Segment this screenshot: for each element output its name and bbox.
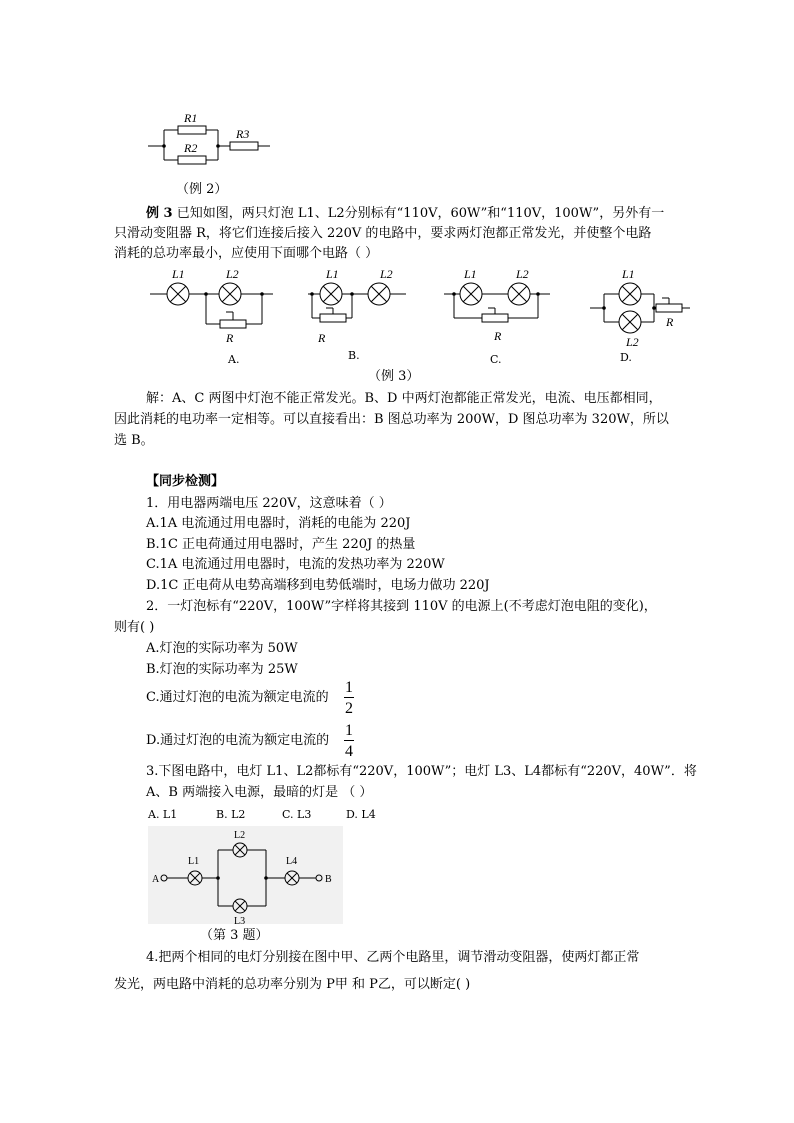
- q3-l3-label: L3: [234, 916, 246, 927]
- q2-option-a: A.灯泡的实际功率为 50W: [146, 641, 298, 656]
- example3-line1: 例 3 已知如图，两只灯泡 L1、L2分别标有“110V，60W”和“110V，100W”，另外有一: [146, 206, 665, 221]
- q2-stem-line2: 则有( ): [114, 620, 155, 635]
- example3-line2: 只滑动变阻器 R，将它们连接后接入 220V 的电路中，要求两灯泡都正常发光，并使整个电路: [114, 226, 652, 241]
- example2-caption: （例 2）: [176, 182, 228, 197]
- example3-caption: （例 3）: [368, 369, 420, 384]
- c-r-label: R: [494, 329, 502, 343]
- q2-d-frac-den: 4: [345, 743, 353, 760]
- q3-circuit: [148, 826, 348, 926]
- example3-line3: 消耗的总功率最小，应使用下面哪个电路（ ）: [114, 246, 379, 261]
- q3-l4-label: L4: [286, 856, 298, 867]
- q1-stem: 1．用电器两端电压 220V，这意味着（ ）: [146, 496, 392, 511]
- q2-c-frac-line: [344, 697, 354, 698]
- q3-caption: （第 3 题）: [200, 928, 269, 943]
- b-r-label: R: [318, 331, 326, 345]
- q1-option-d: D.1C 正电荷从电势高端移到电势低端时，电场力做功 220J: [146, 578, 490, 593]
- option-c-label: C.: [490, 353, 502, 366]
- q2-option-c: C.通过灯泡的电流为额定电流的: [146, 690, 329, 705]
- a-l1-label: L1: [172, 267, 185, 281]
- c-l1-label: L1: [464, 267, 477, 281]
- solution-line1: 解：A、C 两图中灯泡不能正常发光。B、D 中两灯泡都能正常发光，电流、电压都相同，: [146, 391, 662, 406]
- circuit-d: [586, 264, 696, 354]
- q2-c-frac-num: 1: [345, 679, 353, 696]
- circuit-a: [148, 264, 278, 344]
- c-l2-label: L2: [516, 267, 529, 281]
- q2-stem-line1: 2．一灯泡标有“220V，100W”字样将其接到 110V 的电源上(不考虑灯泡电阻的变化)，: [146, 599, 657, 614]
- d-l2-label: L2: [626, 335, 639, 349]
- section-title: 【同步检测】: [146, 474, 225, 489]
- example2-circuit: [140, 108, 280, 168]
- q1-option-b: B.1C 正电荷通过用电器时，产生 220J 的热量: [146, 537, 416, 552]
- example3-label: 例 3: [146, 206, 173, 221]
- q3-stem-line2: A、B 两端接入电源，最暗的灯是 （ ）: [146, 785, 373, 800]
- b-l2-label: L2: [380, 267, 393, 281]
- q2-option-d: D.通过灯泡的电流为额定电流的: [146, 733, 330, 748]
- q1-option-c: C.1A 电流通过用电器时，电流的发热功率为 220W: [146, 557, 445, 572]
- q1-option-a: A.1A 电流通过用电器时，消耗的电能为 220J: [146, 516, 411, 531]
- d-r-label: R: [666, 315, 674, 329]
- option-d-label: D.: [620, 351, 632, 364]
- q3-option-d: D. L4: [346, 808, 376, 821]
- solution-line3: 选 B。: [114, 433, 154, 448]
- q3-options: [148, 807, 376, 823]
- solution-line2: 因此消耗的电功率一定相等。可以直接看出：B 图总功率为 200W，D 图总功率为 320W，所以: [114, 412, 669, 427]
- q3-option-a: A. L1: [148, 808, 178, 821]
- q2-c-frac-den: 2: [345, 700, 353, 717]
- q3-option-b: B. L2: [216, 808, 246, 821]
- q3-stem-line1: 3.下图电路中，电灯 L1、L2都标有“220V，100W”；电灯 L3、L4都标有“220V，40W”．将: [146, 764, 697, 779]
- circuit-c: [440, 264, 555, 344]
- q2-option-b: B.灯泡的实际功率为 25W: [146, 662, 298, 677]
- q3-option-c: C. L3: [282, 808, 312, 821]
- q3-a-label: A: [152, 874, 160, 885]
- r3-label: R3: [236, 127, 250, 141]
- q2-d-frac-num: 1: [345, 722, 353, 739]
- d-l1-label: L1: [622, 267, 635, 281]
- r1-label: R1: [184, 111, 198, 125]
- q2-d-frac-line: [344, 740, 354, 741]
- a-l2-label: L2: [226, 267, 239, 281]
- q3-b-label: B: [325, 874, 332, 885]
- b-l1-label: L1: [326, 267, 339, 281]
- q3-l2-label: L2: [234, 830, 246, 841]
- circuit-b: [300, 264, 415, 344]
- a-r-label: R: [226, 331, 234, 345]
- q3-l1-label: L1: [188, 856, 200, 867]
- q4-line2: 发光，两电路中消耗的总功率分别为 P甲 和 P乙，可以断定( ): [114, 977, 471, 992]
- option-a-label: A.: [228, 353, 240, 366]
- q4-line1: 4.把两个相同的电灯分别接在图中甲、乙两个电路里，调节滑动变阻器，使两灯都正常: [146, 950, 640, 965]
- r2-label: R2: [184, 141, 198, 155]
- option-b-label: B.: [348, 349, 360, 362]
